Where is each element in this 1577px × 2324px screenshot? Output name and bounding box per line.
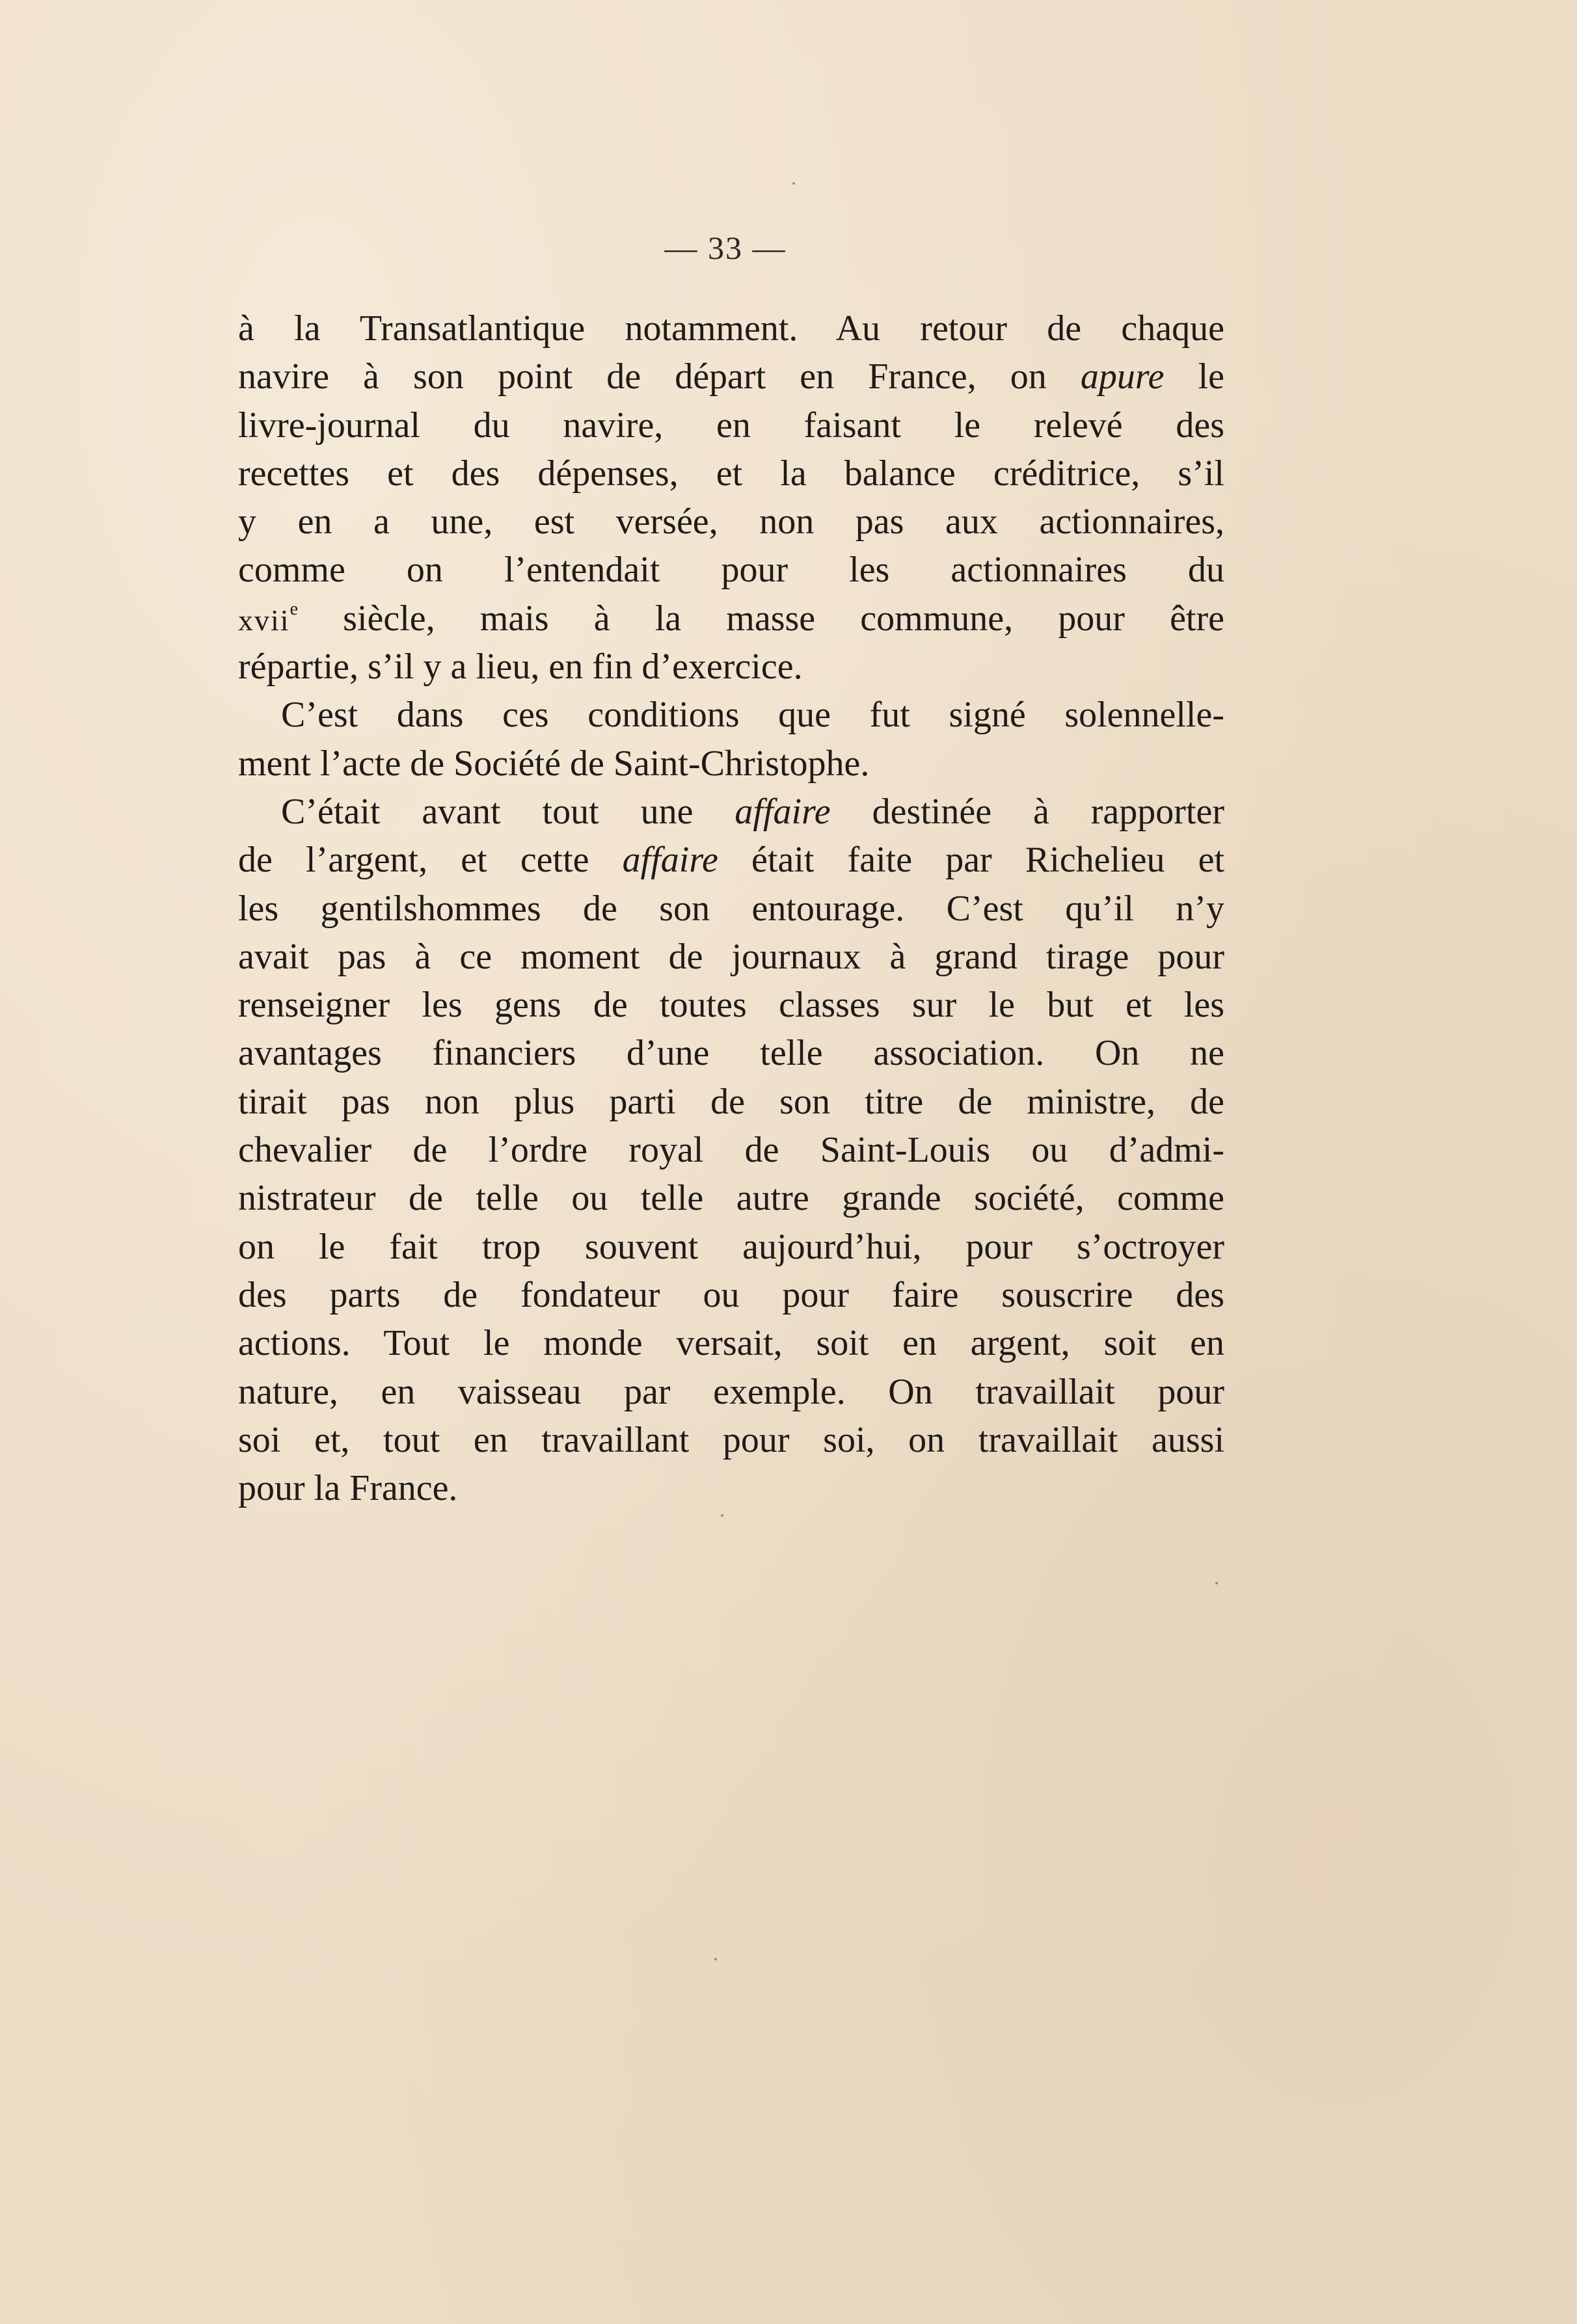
text-line: les gentilshommes de son entourage. C’est qu’il n’y: [238, 888, 1224, 929]
text-line: nistrateur de telle ou telle autre grande société, comme: [238, 1178, 1224, 1219]
text-line: chevalier de l’ordre royal de Saint-Louis ou d’admi-: [238, 1130, 1224, 1171]
body-text: [238, 304, 1224, 1512]
italic-term: apure: [1080, 356, 1165, 397]
text-line: on le fait trop souvent aujourd’hui, pour s’octroyer: [238, 1226, 1224, 1267]
italic-term: affaire: [622, 840, 718, 881]
text-line: des parts de fondateur ou pour faire souscrire des: [238, 1274, 1224, 1315]
text-line: livre-journal du navire, en faisant le relevé des: [238, 405, 1224, 446]
text-line: à la Transatlantique notamment. Au retour de chaque: [238, 308, 1224, 349]
text-line: renseigner les gens de toutes classes sur le but et les: [238, 985, 1224, 1026]
text-line: pour la France.: [238, 1468, 458, 1509]
text-line: soi et, tout en travaillant pour soi, on travaillait aussi: [238, 1419, 1224, 1460]
text-line: nature, en vaisseau par exemple. On travaillait pour: [238, 1371, 1224, 1412]
page-number: — 33 —: [664, 230, 787, 266]
text-line: recettes et des dépenses, et la balance créditrice, s’il: [238, 453, 1224, 494]
text-line: avantages financiers d’une telle association. On ne: [238, 1033, 1224, 1074]
paper-speck: [1215, 1582, 1218, 1584]
text-line: avait pas à ce moment de journaux à grand tirage pour: [238, 936, 1224, 977]
italic-term: affaire: [735, 791, 831, 832]
century-superscript: e: [290, 598, 298, 619]
text-line: C’était avant tout une affaire destinée à rapporter: [281, 791, 1224, 832]
paper-speck: [721, 1514, 723, 1517]
text-line: xvii$^e$ siècle, mais à la masse commune, pour être: [238, 598, 1224, 639]
text-line: navire à son point de départ en France, on apure le: [238, 356, 1224, 397]
text-line: tirait pas non plus parti de son titre de ministre, de: [238, 1081, 1224, 1122]
paper-speck: [792, 182, 795, 185]
text-line: répartie, s’il y a lieu, en fin d’exercice.: [238, 647, 803, 688]
text-line: C’est dans ces conditions que fut signé solennelle-: [281, 695, 1224, 736]
text-line: ment l’acte de Société de Saint-Christophe.: [238, 743, 870, 784]
century-numeral: xvii: [238, 603, 290, 637]
text-line: de l’argent, et cette affaire était faite par Richelieu et: [238, 840, 1225, 881]
text-line: comme on l’entendait pour les actionnaires du: [238, 550, 1224, 591]
paper-speck: [714, 1958, 717, 1960]
text-line: actions. Tout le monde versait, soit en argent, soit en: [238, 1323, 1224, 1364]
text-line: y en a une, est versée, non pas aux actionnaires,: [238, 501, 1224, 542]
